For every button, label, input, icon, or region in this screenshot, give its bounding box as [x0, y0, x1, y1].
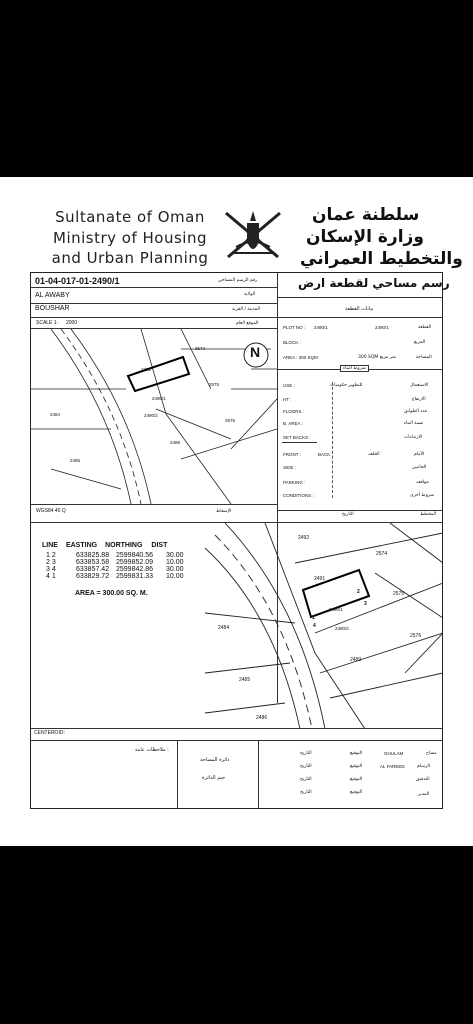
side-label-ar: الجانبين [412, 465, 427, 470]
location-plot-label: 2490/2 [144, 413, 158, 418]
plot-no-ar-value: 2490/1 [375, 325, 389, 330]
block-label-ar: المربع [414, 340, 426, 345]
plot-no-label: PLOT NO : [283, 325, 306, 330]
front-label: FRONT : [283, 452, 301, 457]
detail-plot-label-target: 2490/1 [329, 607, 343, 612]
plot-label-ar: القطعة [418, 325, 432, 330]
wilayat-value: AL AWABY [35, 292, 70, 299]
front-label-ar: الأمام [414, 452, 425, 457]
surveyor-name: GHULAM [384, 751, 404, 756]
building-conditions-heading-ar: شروط البناء [340, 365, 369, 372]
detail-plot-label: 2492 [298, 535, 310, 541]
oman-emblem-icon [222, 207, 284, 267]
use-label-ar: الاستعمال [410, 383, 429, 388]
back-label: BACK : [318, 452, 333, 457]
detail-plot-label: 2574 [376, 551, 388, 557]
block-label: BLOCK : [283, 340, 301, 345]
draftsman-role-ar: الرسام [417, 764, 431, 769]
location-plot-label: 2574 [195, 346, 206, 351]
location-plot-label-target: 2490/1 [152, 396, 166, 401]
signature-label-ar: التوقيع [350, 790, 363, 795]
signature-date-label-ar: التاريخ [300, 790, 312, 795]
ministry-name-ar-line3: والتخطيط العمراني [300, 249, 463, 269]
use-value: للتطوير حكوميات [330, 383, 363, 388]
detail-plot-label: 2490/2 [335, 626, 349, 631]
detail-plot-label: 2489 [350, 657, 362, 663]
wgs-label: WGS84 40 Q [36, 508, 66, 514]
area-label: AREA : 300 SQM [283, 355, 318, 360]
coordinates-table [42, 541, 168, 550]
height-label-ar: الارتفاع [412, 397, 426, 402]
parking-label: PARKING : [283, 480, 306, 485]
table-row: 1 2 633825.88 2599840.56 30.00 [46, 552, 184, 559]
column-header: DIST [151, 542, 168, 549]
corner-label: 2 [357, 589, 360, 595]
scale-label: SCALE 1: [36, 320, 58, 326]
coordinates-rows [46, 552, 184, 580]
location-plot-label: 2484 [50, 412, 61, 417]
location-plot-label: 2489 [170, 440, 181, 445]
signature-date-label-ar: التاريخ [300, 777, 312, 782]
detail-map [205, 523, 443, 729]
total-area: AREA = 300.00 SQ. M. [75, 590, 148, 597]
conditions-label: CONDITIONS : [283, 493, 314, 498]
ministry-name-ar-line2: وزارة الإسكان [306, 227, 424, 247]
director-role-ar: المدير [418, 792, 430, 797]
survey-dept-label-ar: دائرة المساحة [200, 757, 230, 763]
setbacks-label: SET BACKS : [283, 435, 311, 440]
parking-label-ar: مواقف [416, 480, 429, 485]
building-area-label: B. AREA : [283, 421, 303, 426]
projection-label-ar: الإسقاط [216, 509, 232, 514]
location-plot-label: 2491 [141, 367, 152, 372]
column-header: NORTHING [105, 542, 143, 549]
signature-date-label-ar: التاريخ [300, 751, 312, 756]
general-notes-label-ar: ملاحظات عامة : [135, 747, 169, 753]
detail-plot-label: 2575 [393, 591, 405, 597]
other-conditions-label-ar: شروط أخرى [410, 493, 435, 498]
column-header: EASTING [65, 542, 98, 549]
location-plot-label: 2575 [209, 382, 220, 387]
location-label-ar: الموقع العام [236, 321, 259, 326]
side-label: SIDE : [283, 465, 297, 470]
plot-no-value: 2490/1 [314, 325, 328, 330]
detail-plot-label: 2485 [239, 677, 251, 683]
corner-label: 1 [312, 615, 315, 621]
ministry-name-ar-line1: سلطنة عمان [312, 205, 420, 225]
ministry-name-en-line3: and Urban Planning [51, 249, 209, 267]
document-title-ar: رسم مساحي لقطعة ارض [298, 276, 450, 290]
detail-plot-label: 2491 [314, 576, 326, 582]
plot-data-heading-ar: بيانات القطعة [345, 306, 374, 312]
area-label-ar: المساحة [416, 355, 432, 360]
city-value: BOUSHAR [35, 305, 70, 312]
table-row: 4 1 633829.72 2599831.33 10.00 [46, 573, 184, 580]
krooki-label-ar: رقم الرسم المساحي [218, 278, 258, 283]
location-plot-label: 2485 [70, 458, 81, 463]
ministry-name-en-line1: Sultanate of Oman [55, 208, 205, 226]
setbacks-label-ar: الارتدادات [404, 435, 423, 440]
use-label: USE : [283, 383, 295, 388]
centeroid-label: CENTEROID: [34, 730, 65, 736]
location-plot-label: 2576 [225, 418, 236, 423]
signature-label-ar: التوقيع [350, 777, 363, 782]
corner-label: 3 [364, 601, 367, 607]
planner-date-label-ar: التاريخ [342, 512, 354, 517]
draftsman-name: AL FAREED [380, 764, 405, 769]
back-label-ar: الخلف [368, 452, 380, 457]
signature-label-ar: التوقيع [350, 764, 363, 769]
surveyor-role-ar: مساح [426, 751, 437, 756]
table-row: 3 4 633857.42 2599842.86 30.00 [46, 566, 184, 573]
table-row: 2 3 633853.58 2599852.09 10.00 [46, 559, 184, 566]
signature-label-ar: التوقيع [350, 751, 363, 756]
detail-plot-label: 2486 [256, 715, 268, 721]
ministry-name-en-line2: Ministry of Housing [53, 229, 207, 247]
corner-label: 4 [313, 623, 316, 629]
floors-label: FLOORS : [283, 409, 305, 414]
building-area-label-ar: نسبة البناء [404, 421, 424, 426]
detail-plot-label: 2484 [218, 625, 230, 631]
signature-date-label-ar: التاريخ [300, 764, 312, 769]
height-label: HT : [283, 397, 292, 402]
checker-role-ar: التدقيق [416, 777, 430, 782]
scale-value: 2000 [66, 320, 78, 326]
area-ar-value: 300 SQM متر مربع [358, 355, 396, 360]
city-label-ar: المدينة / القرية [232, 307, 261, 312]
floors-label-ar: عدد الطوابق [404, 409, 428, 414]
planner-label-ar: المخطط [420, 512, 437, 517]
wilayat-label-ar: الولاية [244, 292, 256, 297]
dept-stamp-label-ar: ختم الدائرة [202, 775, 226, 781]
column-header: LINE [42, 542, 58, 549]
survey-sheet [0, 177, 473, 846]
north-arrow-icon: N [250, 344, 261, 360]
krooki-number: 01-04-017-01-2490/1 [35, 276, 120, 286]
detail-plot-label: 2576 [410, 633, 422, 639]
